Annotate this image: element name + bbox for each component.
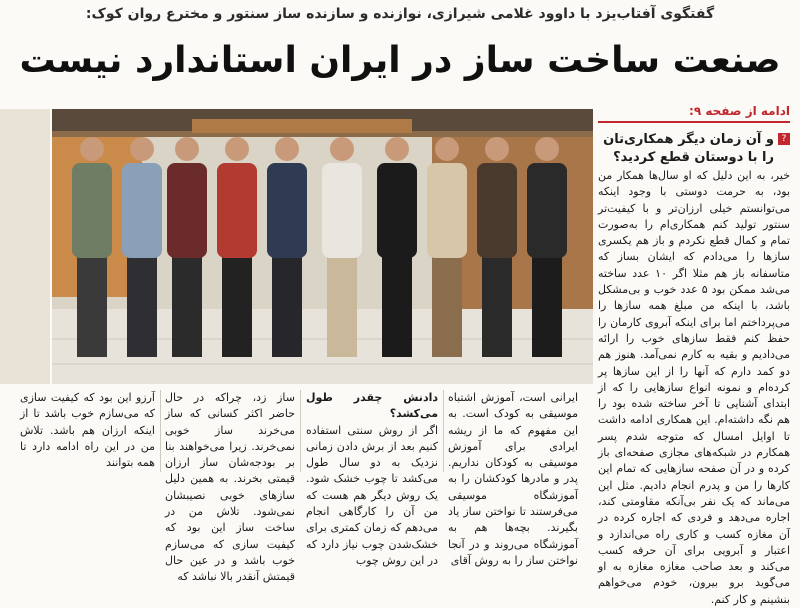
- person-head: [225, 137, 249, 161]
- bottom-column-2-text: اگر از روش سنتی استفاده کنیم بعد از برش دادن زمانی نزدیک به دو سال طول می‌کشد تا چوب خشک شود. یک روش دیگر هم هست که من آن را کارگاهی انجام می‌دهم که زمان کمتری برای خشک‌شدن چوب نیاز دارد که در این روش چوب: [306, 423, 438, 567]
- person-body: [217, 163, 257, 258]
- person-body: [477, 163, 517, 258]
- column-divider: [443, 390, 444, 472]
- column-divider: [160, 390, 161, 472]
- person-body: [322, 163, 362, 258]
- interview-question: و آن زمان دیگر همکاری‌تان را با دوستان قطع کردید؟: [603, 132, 774, 165]
- person-body: [267, 163, 307, 258]
- person-head: [275, 137, 299, 161]
- person-legs: [482, 257, 512, 357]
- right-column-text: خیر، به این دلیل که او سال‌ها همکار من بود، به حرمت دوستی با وجود اینکه می‌توانستم خیلی ارزان‌تر و با کیفیت‌تر سنتور تولید کنم همکاری‌ام را به‌صورت تمام و کمال قطع نکردم و باز هم یکسری سازها را می‌دادم که ایشان بساز که متاسفانه باز هم مثلا اگر ۱۰ عدد ساخته می‌شد ممکن بود ۵ عدد خوب و بی‌مشکل باشد، با اینکه من مبلغ همه سازها را می‌پرداختم اما برای اینکه آبروی کارمان را حفظ کنم فقط سازهای خوب را ارائه می‌دادیم و بقیه به کارم نمی‌آمد. هنوز هم دو کمد دارم که آنها را از این سازها پر کرده‌ام و نمونه انواع سازهایی را که از ابتدای آشنایی تا آخر ساخته شده بود را هم نگه داشته‌ام. این همکاری ادامه داشت تا اوایل امسال که متوجه شدم پسر همکارم در شبکه‌های مجازی صفحه‌ای باز کرده و در آن صفحه سازهایی که تمام این کارها را من و پدرم انجام دادیم. مثل این می‌ماند که یک نفر بی‌آنکه مقاومتی کند، اجاره می‌دهد و فردی که اجاره کرده در آن مغازه کسب و کاری راه می‌اندازد و اعتبار و آبرویی برای آن حرفه کسب می‌کند و بعد صاحب مغازه مغازه به او می‌گوید برو بیرون، خودم می‌خواهم بنشینم و کار کنم.: [598, 169, 790, 606]
- person-legs: [272, 257, 302, 357]
- person-legs: [127, 257, 157, 357]
- bottom-column-1: [448, 390, 578, 567]
- bottom-column-2: [306, 390, 438, 567]
- continued-from-label: ادامه از صفحه ۹:: [689, 104, 790, 118]
- person-head: [80, 137, 104, 161]
- person-body: [427, 163, 467, 258]
- bottom-column-4-text: آرزو این بود که کیفیت سازی که می‌سازم خوب باشد تا از اینکه ارزان هم باشد. تلاش من در این راه ادامه دارد تا همه بتوانند: [20, 391, 155, 470]
- person-body: [527, 163, 567, 258]
- bottom-column-2-subhead: دادنش چقدر طول می‌کشد؟: [306, 391, 438, 421]
- person-legs: [77, 257, 107, 357]
- bottom-column-4: [20, 390, 155, 472]
- person-body: [122, 163, 162, 258]
- bottom-column-3-text: ساز زد، چراکه در حال حاضر اکثر کسانی که ساز می‌خرند ساز خوبی نمی‌خرند. زیرا می‌خواهند بنا بر بودجه‌شان ساز ارزان قیمتی بخرند. به همین دلیل سازهای خوبی نصیبشان نمی‌شود. تلاش من در ساخت ساز این بود که کیفیت سازی که می‌سازم خوب باشد و در عین حال قیمتش آنقدر بالا نباشد که: [165, 391, 295, 584]
- person-body: [167, 163, 207, 258]
- person-head: [330, 137, 354, 161]
- person-head: [535, 137, 559, 161]
- section-rule: [598, 121, 790, 123]
- person-head: [385, 137, 409, 161]
- question-icon: ?: [778, 133, 790, 145]
- person-head: [175, 137, 199, 161]
- person-head: [435, 137, 459, 161]
- person-head: [130, 137, 154, 161]
- person-head: [485, 137, 509, 161]
- column-divider: [300, 390, 301, 472]
- person-legs: [532, 257, 562, 357]
- person-legs: [172, 257, 202, 357]
- bottom-column-1-text: ایرانی است، آموزش اشتباه موسیقی به کودک است. به این مفهوم که ما از ریشه ایرادی برای آموزش موسیقی به کودکان نداریم. پدر و مادرها کودکشان را به آموزشگاه موسیقی می‌فرستند تا نواختن ساز یاد بگیرند. بچه‌ها هم به آموزشگاه می‌روند و در آنجا نواختن ساز را به روش آقای: [448, 391, 578, 567]
- bottom-column-3: [165, 390, 295, 584]
- person-legs: [327, 257, 357, 357]
- margin-strip: [0, 109, 50, 384]
- person-legs: [222, 257, 252, 357]
- person-body: [377, 163, 417, 258]
- person-legs: [432, 257, 462, 357]
- article-kicker: گفتگوی آفتاب‌یزد با داوود غلامی شیرازی، نوازنده و سازنده ساز سنتور و مخترع روان کوک:: [85, 6, 715, 22]
- group-photo: [52, 109, 593, 384]
- person-body: [72, 163, 112, 258]
- person-legs: [382, 257, 412, 357]
- article-headline: صنعت ساخت ساز در ایران استاندارد نیست: [19, 40, 781, 81]
